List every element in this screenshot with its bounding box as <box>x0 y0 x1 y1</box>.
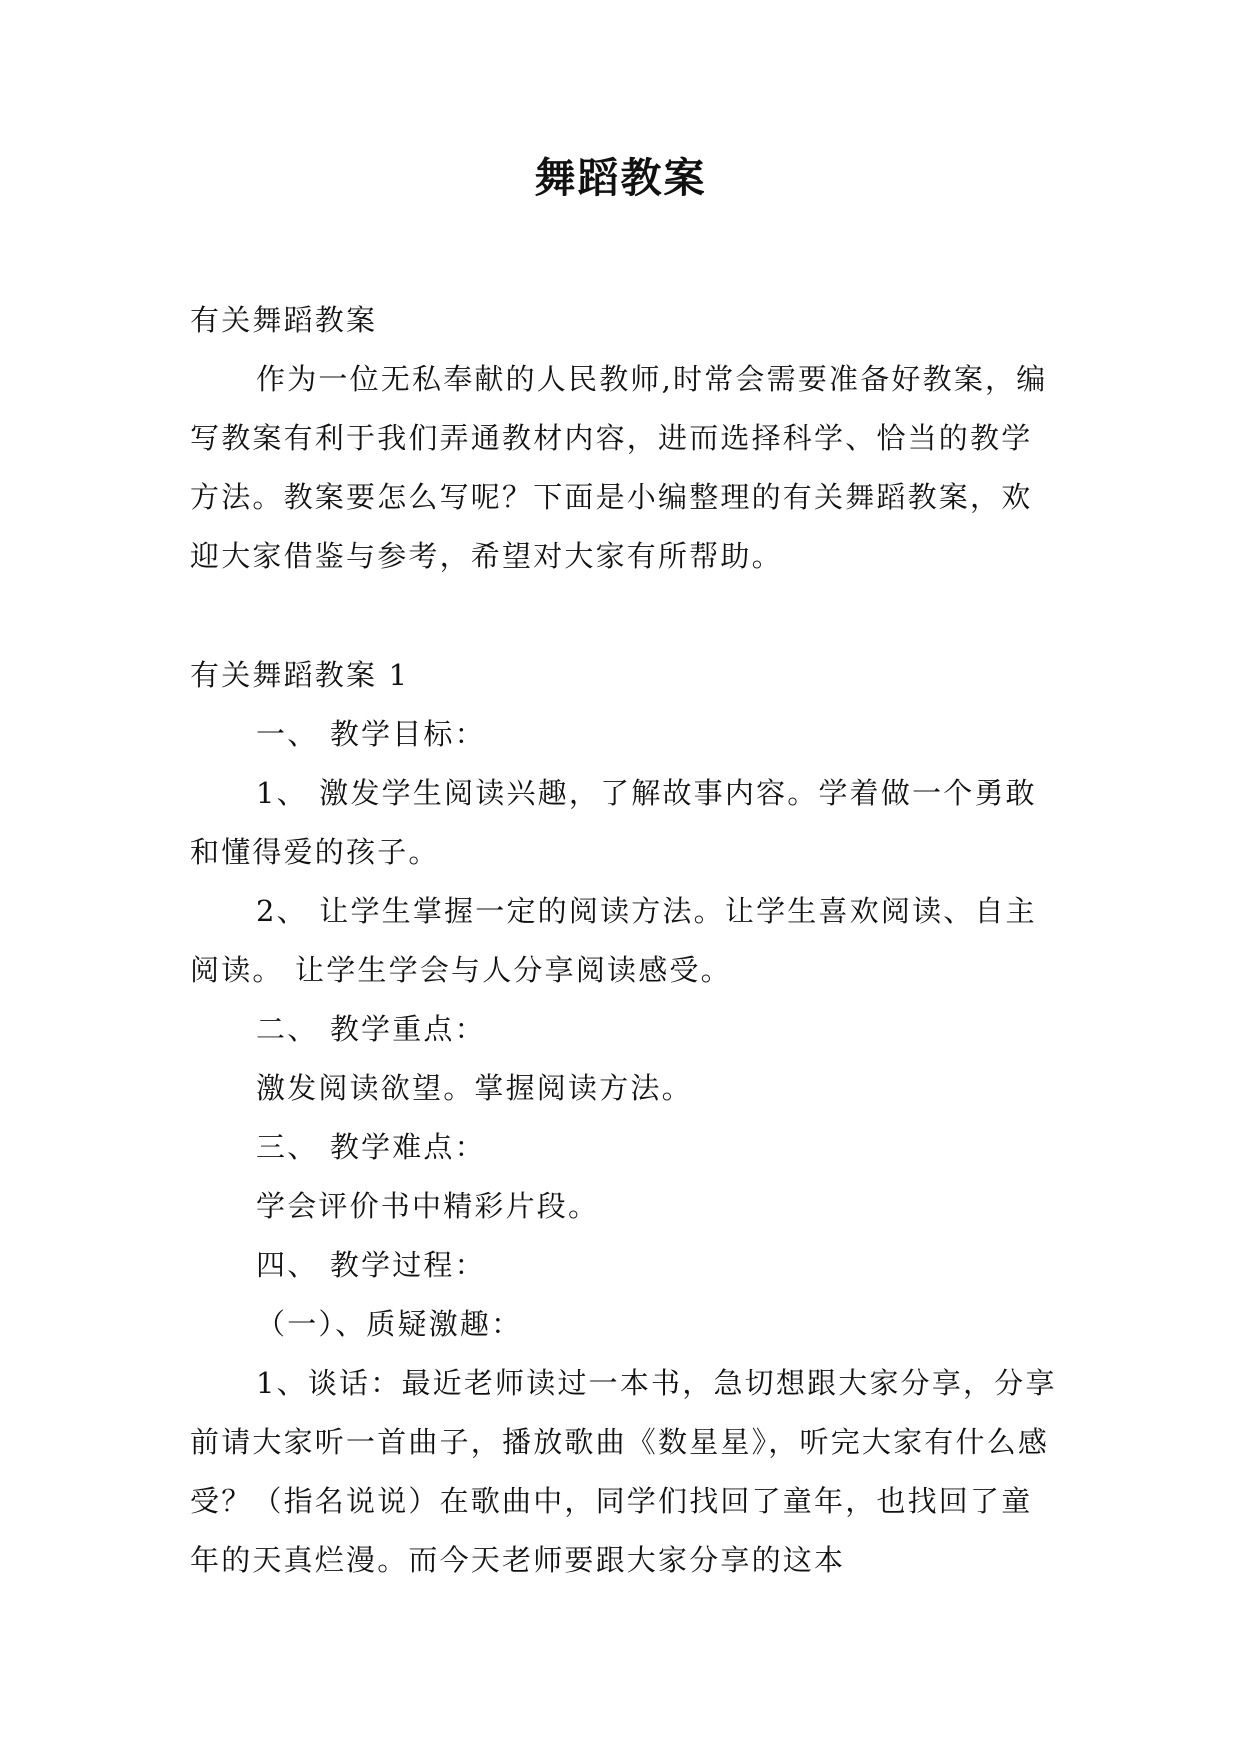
process-sub-heading: （一）、质疑激趣： <box>256 1307 523 1341</box>
intro-heading: 有关舞蹈教案 <box>190 303 378 337</box>
paragraph-gap <box>190 586 1060 646</box>
focus-heading: 二、 教学重点： <box>256 1012 486 1046</box>
process-heading: 四、 教学过程： <box>256 1248 486 1282</box>
process-item-1: 1、谈话：最近老师读过一本书，急切想跟大家分享，分享前请大家听一首曲子，播放歌曲《数星星》，听完大家有什么感受？（指名说说）在歌曲中，同学们找回了童年，也找回了童年的天真烂漫。而今天老师要跟大家分享的这本 <box>190 1366 1057 1577</box>
difficulty-heading: 三、 教学难点： <box>256 1130 486 1164</box>
goals-heading: 一、 教学目标： <box>256 717 486 751</box>
goal-item-1: 1、 激发学生阅读兴趣，了解故事内容。学着做一个勇敢和懂得爱的孩子。 <box>190 776 1037 869</box>
section-heading: 有关舞蹈教案 1 <box>190 658 410 692</box>
goal-item-2: 2、 让学生掌握一定的阅读方法。让学生喜欢阅读、自主阅读。 让学生学会与人分享阅读感受。 <box>190 894 1037 987</box>
focus-text: 激发阅读欲望。掌握阅读方法。 <box>256 1071 693 1105</box>
difficulty-text: 学会评价书中精彩片段。 <box>256 1189 600 1223</box>
document-body <box>190 291 1060 1590</box>
intro-paragraph: 作为一位无私奉献的人民教师,时常会需要准备好教案，编写教案有利于我们弄通教材内容，进而选择科学、恰当的教学方法。教案要怎么写呢？下面是小编整理的有关舞蹈教案，欢迎大家借鉴与参考，希望对大家有所帮助。 <box>190 362 1048 573</box>
document-title: 舞蹈教案 <box>534 154 707 202</box>
